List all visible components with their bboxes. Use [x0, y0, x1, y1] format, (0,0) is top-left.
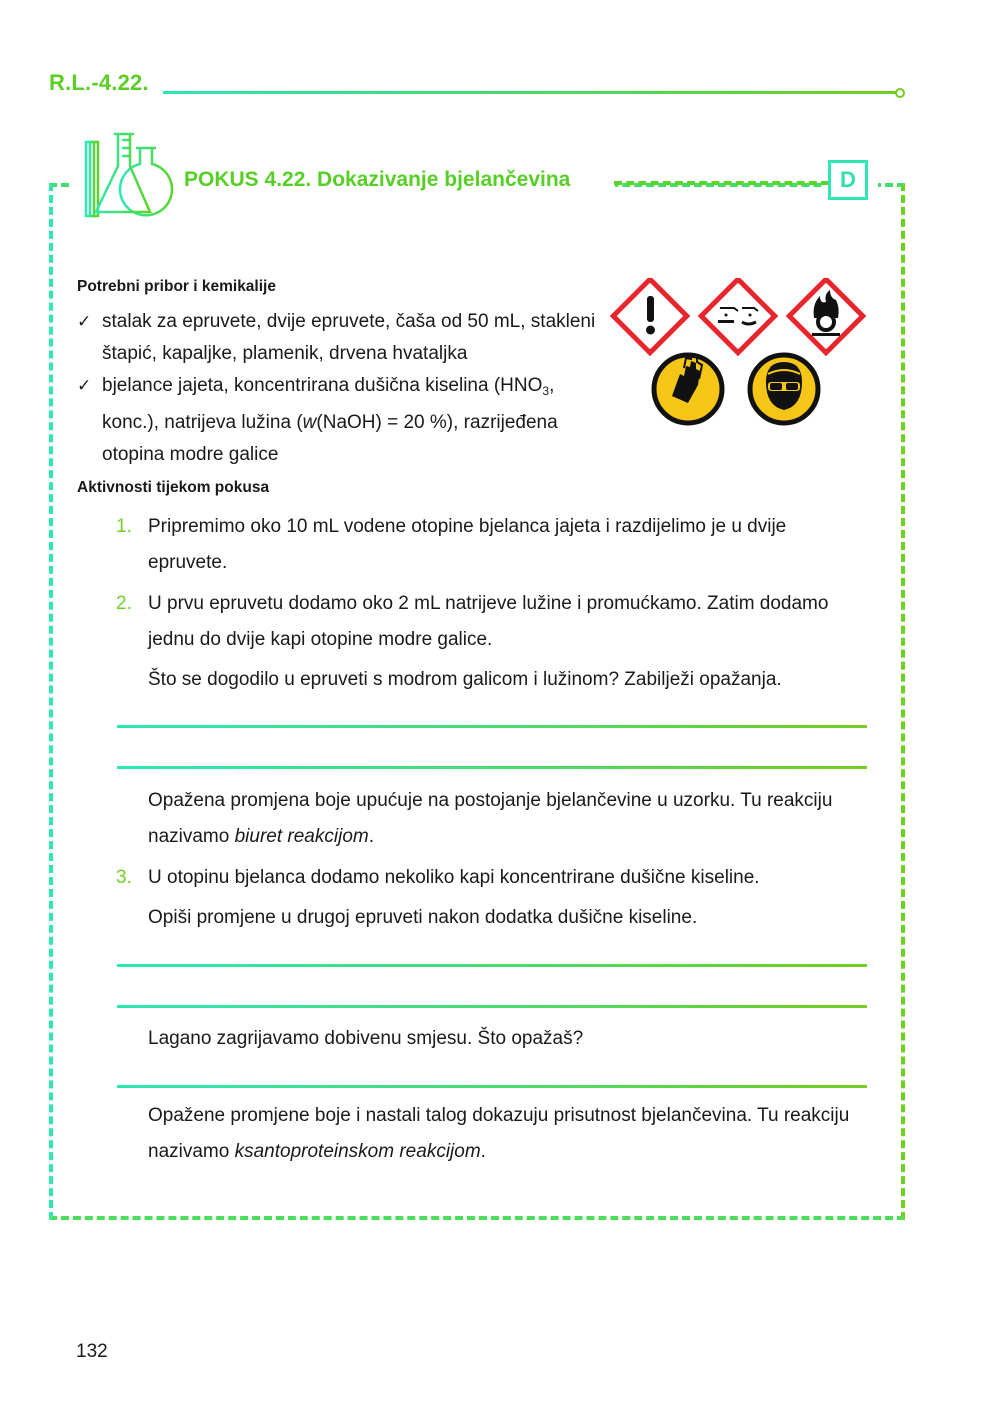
answer-line[interactable]: [117, 1005, 867, 1008]
requirement-text: , konc.), natrijeva lužina (: [102, 375, 555, 433]
oxidizer-hazard-icon: [789, 279, 863, 353]
requirements-heading: Potrebni pribor i kemikalije: [77, 278, 276, 295]
requirement-text: stalak za epruvete, dvije epruvete, čaša od 50 mL, stakleni štapić, kapaljke, plamenik, drvena hvataljka: [102, 311, 596, 364]
chapter-code: R.L.-4.22.: [49, 70, 149, 95]
step-number: 3.: [116, 867, 132, 888]
conclusion-text: Opažene promjene boje i nastali talog dokazuju prisutnost bjelančevina. Tu reakciju nazivamo: [148, 1105, 850, 1162]
step-text: Pripremimo oko 10 mL vodene otopine bjelanca jajeta i razdijelimo je u dvije epruvete.: [148, 516, 787, 573]
lab-flasks-icon: [80, 130, 176, 222]
step-2: [116, 586, 868, 698]
header-rule-endpoint: [895, 88, 905, 98]
step-3-conclusion: [116, 1098, 868, 1170]
answer-line[interactable]: [117, 1085, 867, 1088]
step-question: Opiši promjene u drugoj epruveti nakon dodatka dušične kiseline.: [148, 907, 698, 928]
answer-line[interactable]: [117, 766, 867, 769]
requirement-text: (NaOH) = 20 %), razrijeđena otopina modre galice: [102, 412, 558, 465]
requirements-list: [77, 306, 597, 471]
page-number: 132: [76, 1341, 108, 1362]
step-number: 2.: [116, 593, 132, 614]
experiment-title: POKUS 4.22. Dokazivanje bjelančevina: [184, 168, 571, 191]
difficulty-badge: D: [828, 160, 868, 200]
step-text: U prvu epruvetu dodamo oko 2 mL natrijeve lužine i promućkamo. Zatim dodamo jednu do dvije kapi otopine modre galice.: [148, 593, 829, 650]
reaction-name: ksantoproteinskom reakcijom: [234, 1141, 481, 1162]
step-number: 1.: [116, 516, 132, 537]
gloves-ppe-icon: [654, 355, 722, 423]
step-2-conclusion: [116, 783, 868, 855]
exclamation-hazard-icon: [613, 279, 687, 353]
punctuation: .: [480, 1141, 486, 1162]
activities-heading: Aktivnosti tijekom pokusa: [77, 479, 270, 496]
punctuation: .: [368, 826, 374, 847]
check-icon: ✓: [77, 312, 92, 331]
step-question: Lagano zagrijavamo dobivenu smjesu. Što opažaš?: [148, 1028, 584, 1049]
corrosive-hazard-icon: [701, 279, 775, 353]
step-3: [116, 860, 868, 936]
step-1: [116, 509, 868, 581]
step-text: U otopinu bjelanca dodamo nekoliko kapi koncentrirane dušične kiseline.: [148, 867, 760, 888]
hazard-symbols: [610, 278, 875, 428]
italic-symbol: w: [302, 412, 317, 433]
check-icon: ✓: [77, 376, 92, 395]
goggles-ppe-icon: [750, 355, 818, 423]
title-dash-rule: [614, 181, 829, 185]
requirement-text: bjelance jajeta, koncentrirana dušična kiselina (HNO: [102, 375, 543, 396]
header-rule: [163, 91, 897, 94]
subscript: 3: [542, 384, 550, 398]
answer-line[interactable]: [117, 964, 867, 967]
step-question: Što se dogodilo u epruveti s modrom galicom i lužinom? Zabilježi opažanja.: [148, 669, 782, 690]
reaction-name: biuret reakcijom: [234, 826, 369, 847]
answer-line[interactable]: [117, 725, 867, 728]
step-3-question-2: [116, 1021, 868, 1057]
conclusion-text: Opažena promjena boje upućuje na postojanje bjelančevine u uzorku. Tu reakciju nazivamo: [148, 790, 833, 847]
requirement-item: [77, 306, 597, 370]
requirement-item: [77, 370, 597, 471]
